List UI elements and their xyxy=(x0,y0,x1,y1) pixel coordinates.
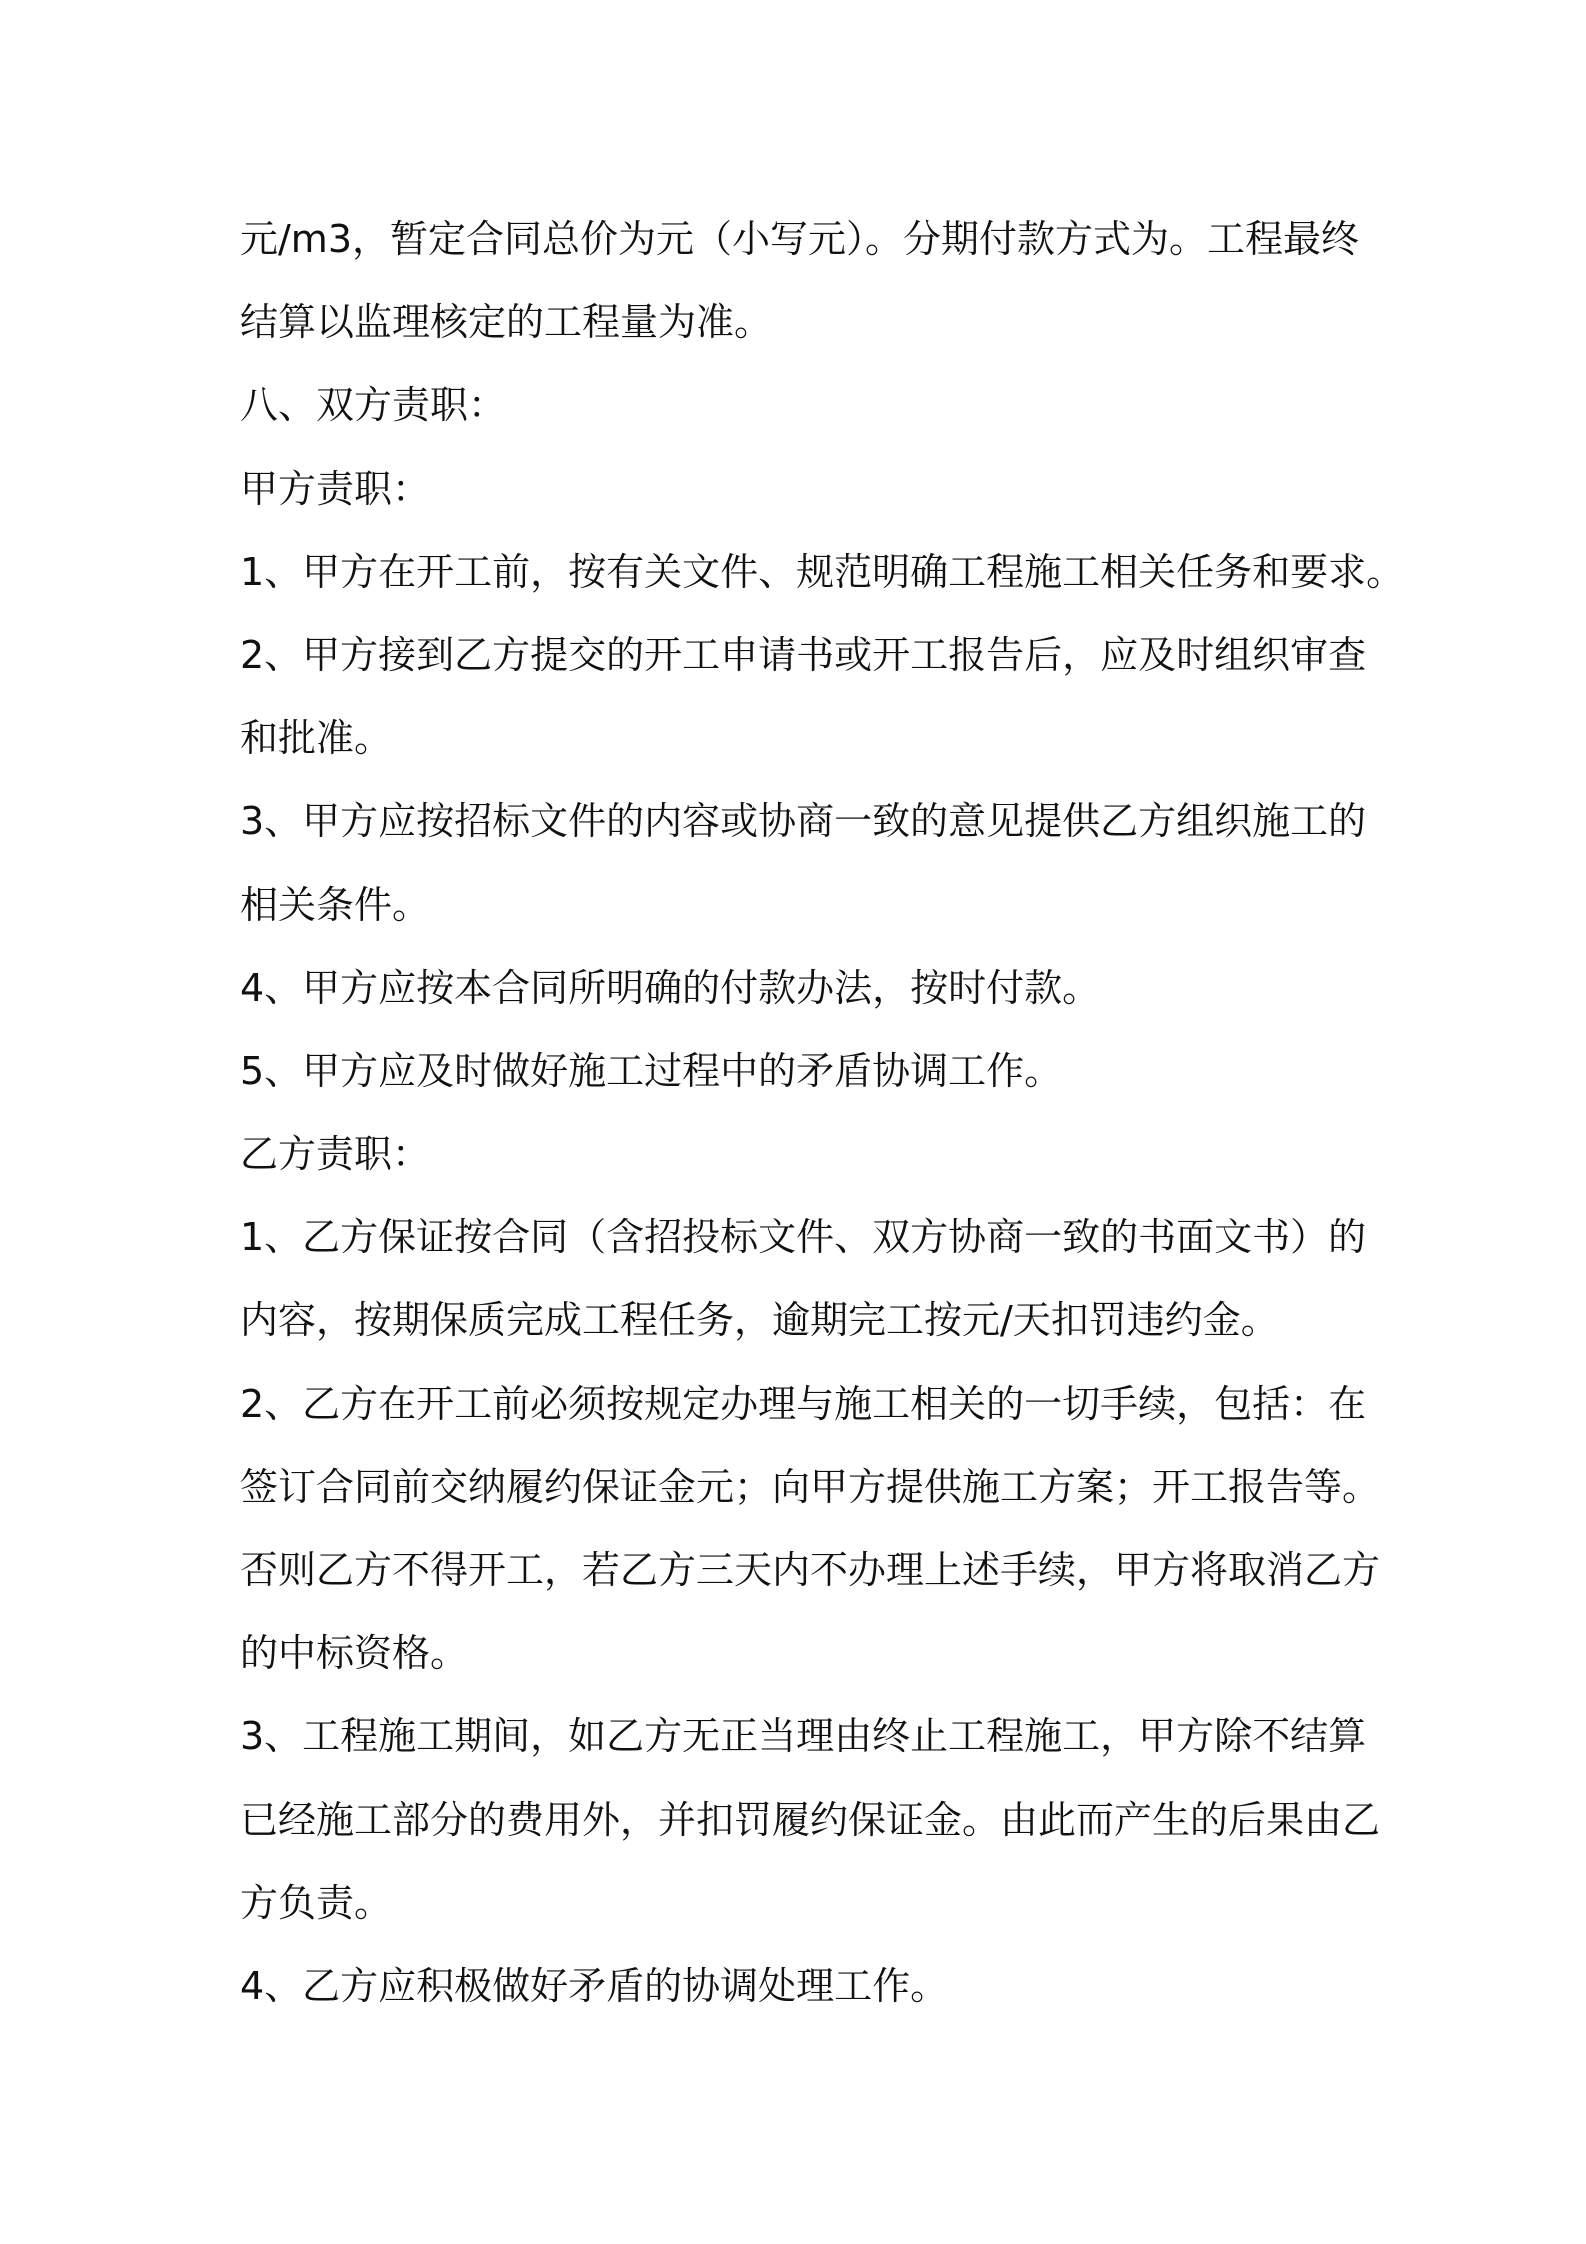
party-b-item-2: 2、乙方在开工前必须按规定办理与施工相关的一切手续，包括：在 xyxy=(240,1381,1367,1426)
party-a-item-3-cont: 相关条件。 xyxy=(240,882,431,927)
text-line-2: 结算以监理核定的工程量为准。 xyxy=(240,300,773,345)
party-a-heading: 甲方责职： xyxy=(240,466,431,511)
text-line-1: 元/m3，暂定合同总价为元（小写元）。分期付款方式为。工程最终 xyxy=(240,217,1359,261)
party-b-item-2-cont-1: 签订合同前交纳履约保证金元；向甲方提供施工方案；开工报告等。 xyxy=(240,1464,1381,1509)
party-b-item-1-cont: 内容，按期保质完成工程任务，逾期完工按元/天扣罚违约金。 xyxy=(240,1298,1279,1343)
party-b-item-4: 4、乙方应积极做好矛盾的协调处理工作。 xyxy=(240,1963,949,2008)
party-b-item-3: 3、工程施工期间，如乙方无正当理由终止工程施工，甲方除不结算 xyxy=(240,1714,1367,1759)
party-a-item-3: 3、甲方应按招标文件的内容或协商一致的意见提供乙方组织施工的 xyxy=(240,799,1367,844)
party-b-item-3-cont-2: 方负责。 xyxy=(240,1880,393,1925)
document-body xyxy=(240,198,1405,2028)
party-a-item-5: 5、甲方应及时做好施工过程中的矛盾协调工作。 xyxy=(240,1048,1063,1093)
section-heading-responsibilities: 八、双方责职： xyxy=(240,383,507,428)
party-b-heading: 乙方责职： xyxy=(240,1132,431,1177)
party-b-item-1: 1、乙方保证按合同（含招投标文件、双方协商一致的书面文书）的 xyxy=(240,1215,1367,1260)
party-a-item-2: 2、甲方接到乙方提交的开工申请书或开工报告后，应及时组织审查 xyxy=(240,632,1367,677)
party-a-item-1: 1、甲方在开工前，按有关文件、规范明确工程施工相关任务和要求。 xyxy=(240,549,1405,594)
party-b-item-3-cont-1: 已经施工部分的费用外，并扣罚履约保证金。由此而产生的后果由乙 xyxy=(240,1797,1381,1842)
party-b-item-2-cont-2: 否则乙方不得开工，若乙方三天内不办理上述手续，甲方将取消乙方 xyxy=(240,1548,1381,1592)
party-b-item-2-cont-3: 的中标资格。 xyxy=(240,1631,469,1676)
party-a-item-4: 4、甲方应按本合同所明确的付款办法，按时付款。 xyxy=(240,965,1101,1010)
party-a-item-2-cont: 和批准。 xyxy=(240,716,393,761)
